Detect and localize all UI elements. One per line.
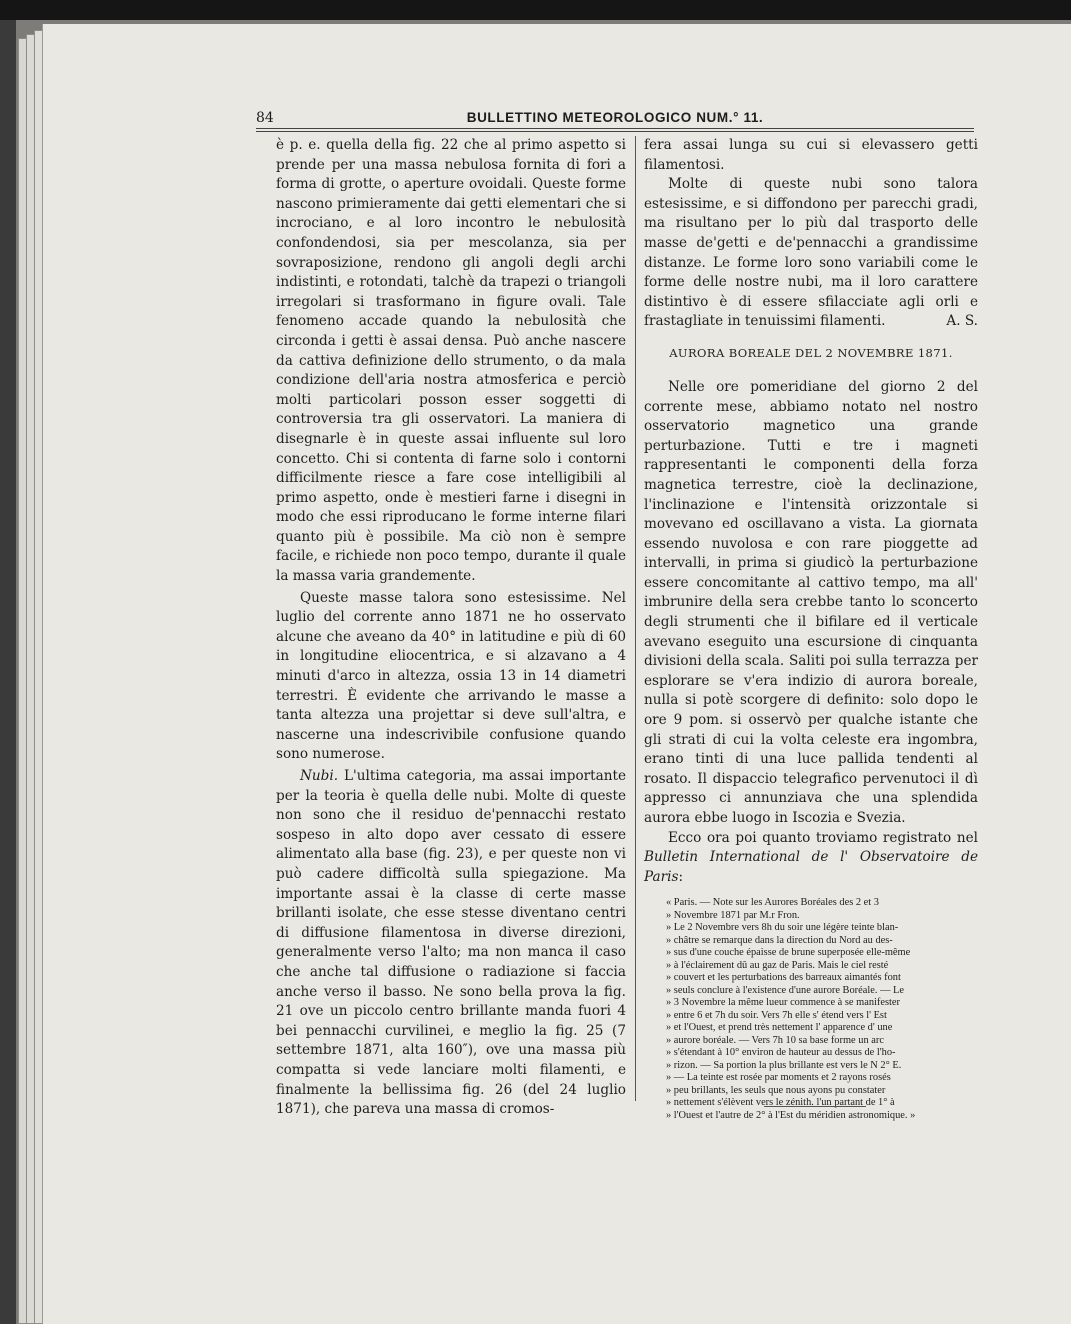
paragraph: è p. e. quella della fig. 22 che al primo aspetto si prende per una massa nebulosa fornita di fori a forma di grotte, o aperture ovoidali. Queste forme nascono primieramente dai getti elementari che si incrociano, e al loro incontro le nebulosità confondendosi, sia per mescolanza, sia per sovraposizione, rendono gli angoli degli archi indistinti, e rotondati, talchè da trapezi o triangoli irregolari si trasformano in figure ovali. Tale fenomeno accade quando la nebulosità che circonda i getti è assai densa. Può anche nascere da cattiva definizione dello strumento, o da mala condizione dell'aria nostra atmosferica e perciò molti particolari posson esser soggetti di controversia tra gli osservatori. La maniera di disegnarle è in queste assai influente sul loro concetto. Chi si contenta di farne solo i contorni difficilmente riesce a fare cose intelligibili al primo aspetto, onde è mestieri farne i disegni in modo che essi riproducano le forme interne filari quanto più è possibile. Ma ciò non è sempre facile, e richiede non poco tempo, durante il quale la massa varia grandemente. — [276, 137, 626, 585]
quote-line: » sus d'une couche épaisse de brune superposée elle-même — [666, 947, 911, 959]
paragraph-text: Ecco ora poi quanto troviamo registrato nel — [668, 829, 978, 846]
quote-line: » s'étendant à 10° environ de hauteur au dessus de l'ho- — [666, 1047, 896, 1059]
quote-line: » rizon. — Sa portion la plus brillante est vers le N 2° E. — [666, 1059, 902, 1071]
quote-line: » aurore boréale. — Vers 7h 10 sa base forme un arc — [666, 1034, 884, 1046]
paragraph-text: Molte di queste nubi sono talora estesissime, e si diffondono per parecchi gradi, ma risultano per lo più dal trasporto delle masse de'getti e de'pennacchi a grandissime distanze. Le forme loro sono variabili come le forme delle nostre nubi, ma il loro carattere distintivo è di essere sfilacciate agli orli e frastagliate in tenuissimi filamenti. — [644, 176, 978, 330]
quote-line: » Novembre 1871 par M.r Fron. — [666, 909, 800, 921]
bulletin-title: Bulletin International de l' Observatoire de Paris — [644, 849, 978, 885]
header-rule — [256, 128, 974, 129]
running-title: BULLETTINO METEOROLOGICO NUM.° 11. — [466, 110, 764, 125]
right-column — [644, 136, 978, 1122]
paragraph: Queste masse talora sono estesissime. Nel luglio del corrente anno 1871 ne ho osservato alcune che aveano da 40° in latitudine e più di 60 in longitudine eliocentrica, e si alzavano a 4 minuti d'arco in altezza, ossia 13 in 14 diametri terrestri. È evidente che arrivando le masse a tanta altezza una projettar si deve sull'altra, e nascerne una indescrivibile confusione quando sono numerose. — [276, 589, 626, 763]
header-rule — [256, 131, 974, 132]
page-number: 84 — [256, 110, 274, 126]
quote-line: » nettement s'élèvent vers le zénith. l'un partant de 1° à — [666, 1097, 895, 1109]
quote-line: « Paris. — Note sur les Aurores Boréales des 2 et 3 — [666, 897, 879, 909]
quote-line: » 3 Novembre la même lueur commence à se manifester — [666, 997, 900, 1009]
scanner-left-edge — [0, 20, 16, 1324]
scanner-top-bar — [0, 0, 1071, 20]
paragraph — [644, 175, 978, 332]
french-quotation — [644, 897, 978, 1122]
section-title: AURORA BOREALE DEL 2 NOVEMBRE 1871. — [669, 345, 953, 360]
paragraph-text: L'ultima categoria, ma assai importante per la teoria è quella delle nubi. Molte di queste non sono che il residuo de'pennacchi restato sospeso in alto dopo aver cessato di essere alimentato alla base (fig. 23), e per queste non vi può cadere difficoltà sulla spiegazione. Ma importante assai è la classe di certe masse brillanti isolate, che esse stesse diventano centri di diffusione filamentosa in diverse direzioni, generalmente verso l'alto; ma non manca il caso che anche tal diffusione o radiazione si faccia anche verso il basso. Ne sono bella prova la fig. 21 ove un piccolo centro brillante manda fuori 4 bei pennacchi curvilinei, e meglio la fig. 25 (7 settembre 1871, alta 160″), ove una massa più compatta si vede lanciare molti filamenti, e finalmente la bellissima fig. 26 (del 24 luglio 1871), che pareva una massa di cromos- — [276, 768, 626, 1118]
paragraph-text: : — [678, 868, 684, 885]
closing-rule — [764, 1106, 866, 1107]
paragraph — [644, 829, 978, 888]
paragraph: Nelle ore pomeridiane del giorno 2 del corrente mese, abbiamo notato nel nostro osservatorio magnetico una grande perturbazione. Tutti e tre i magneti rappresentanti le componenti della forza magnetica terrestre, cioè la declinazione, l'inclinazione e l'intensità orizzontale si movevano ed oscillavano a vista. La giornata essendo nuvolosa e con rare pioggette ad intervalli, in prima si giudicò la perturbazione essere concomitante al cattivo tempo, ma all' imbrunire della sera crebbe tanto lo sconcerto degli strumenti che il bifilare ed il verticale avevano eseguito una escursione di cinquanta divisioni della scala. Saliti poi sulla terrazza per esplorare se v'era indizio di aurora boreale, nulla si potè scorgere di definito: solo dopo le ore 9 pom. si osservò per qualche istante che gli strati di cui la volta celeste era ingombra, erano tinti di una luce pallida tendenti al rosato. Il dispaccio telegrafico pervenutoci il dì appresso ci annunziava che una splendida aurora ebbe luogo in Iscozia e Svezia. — [644, 378, 978, 826]
paragraph — [276, 767, 626, 1120]
quote-line: » châtre se remarque dans la direction du Nord au des- — [666, 934, 893, 946]
signature: A. S. — [946, 313, 978, 330]
quote-line: » et l'Ouest, et prend très nettement l' apparence d' une — [666, 1022, 893, 1034]
page-header — [256, 110, 974, 130]
column-divider — [635, 136, 636, 1101]
quote-line: » Le 2 Novembre vers 8h du soir une légère teinte blan- — [666, 922, 899, 934]
quote-line: » seuls conclure à l'existence d'une aurore Boréale. — Le — [666, 984, 905, 996]
quote-line: » — La teinte est rosée par moments et 2 rayons rosés — [666, 1072, 891, 1084]
quote-line: » l'Ouest et l'autre de 2° à l'Est du méridien astronomique. » — [666, 1109, 916, 1121]
quote-line: » entre 6 et 7h du soir. Vers 7h elle s' étend vers l' Est — [666, 1009, 887, 1021]
nubi-label: Nubi. — [300, 768, 339, 784]
quote-line: » peu brillants, les seuls que nous ayons pu constater — [666, 1084, 886, 1096]
quote-line: » couvert et les perturbations des barreaux aimantés font — [666, 972, 901, 984]
left-column — [276, 136, 626, 1120]
quote-line: » à l'éclairement dû au gaz de Paris. Mais le ciel resté — [666, 959, 889, 971]
paragraph: fera assai lunga su cui si elevassero getti filamentosi. — [644, 137, 978, 173]
